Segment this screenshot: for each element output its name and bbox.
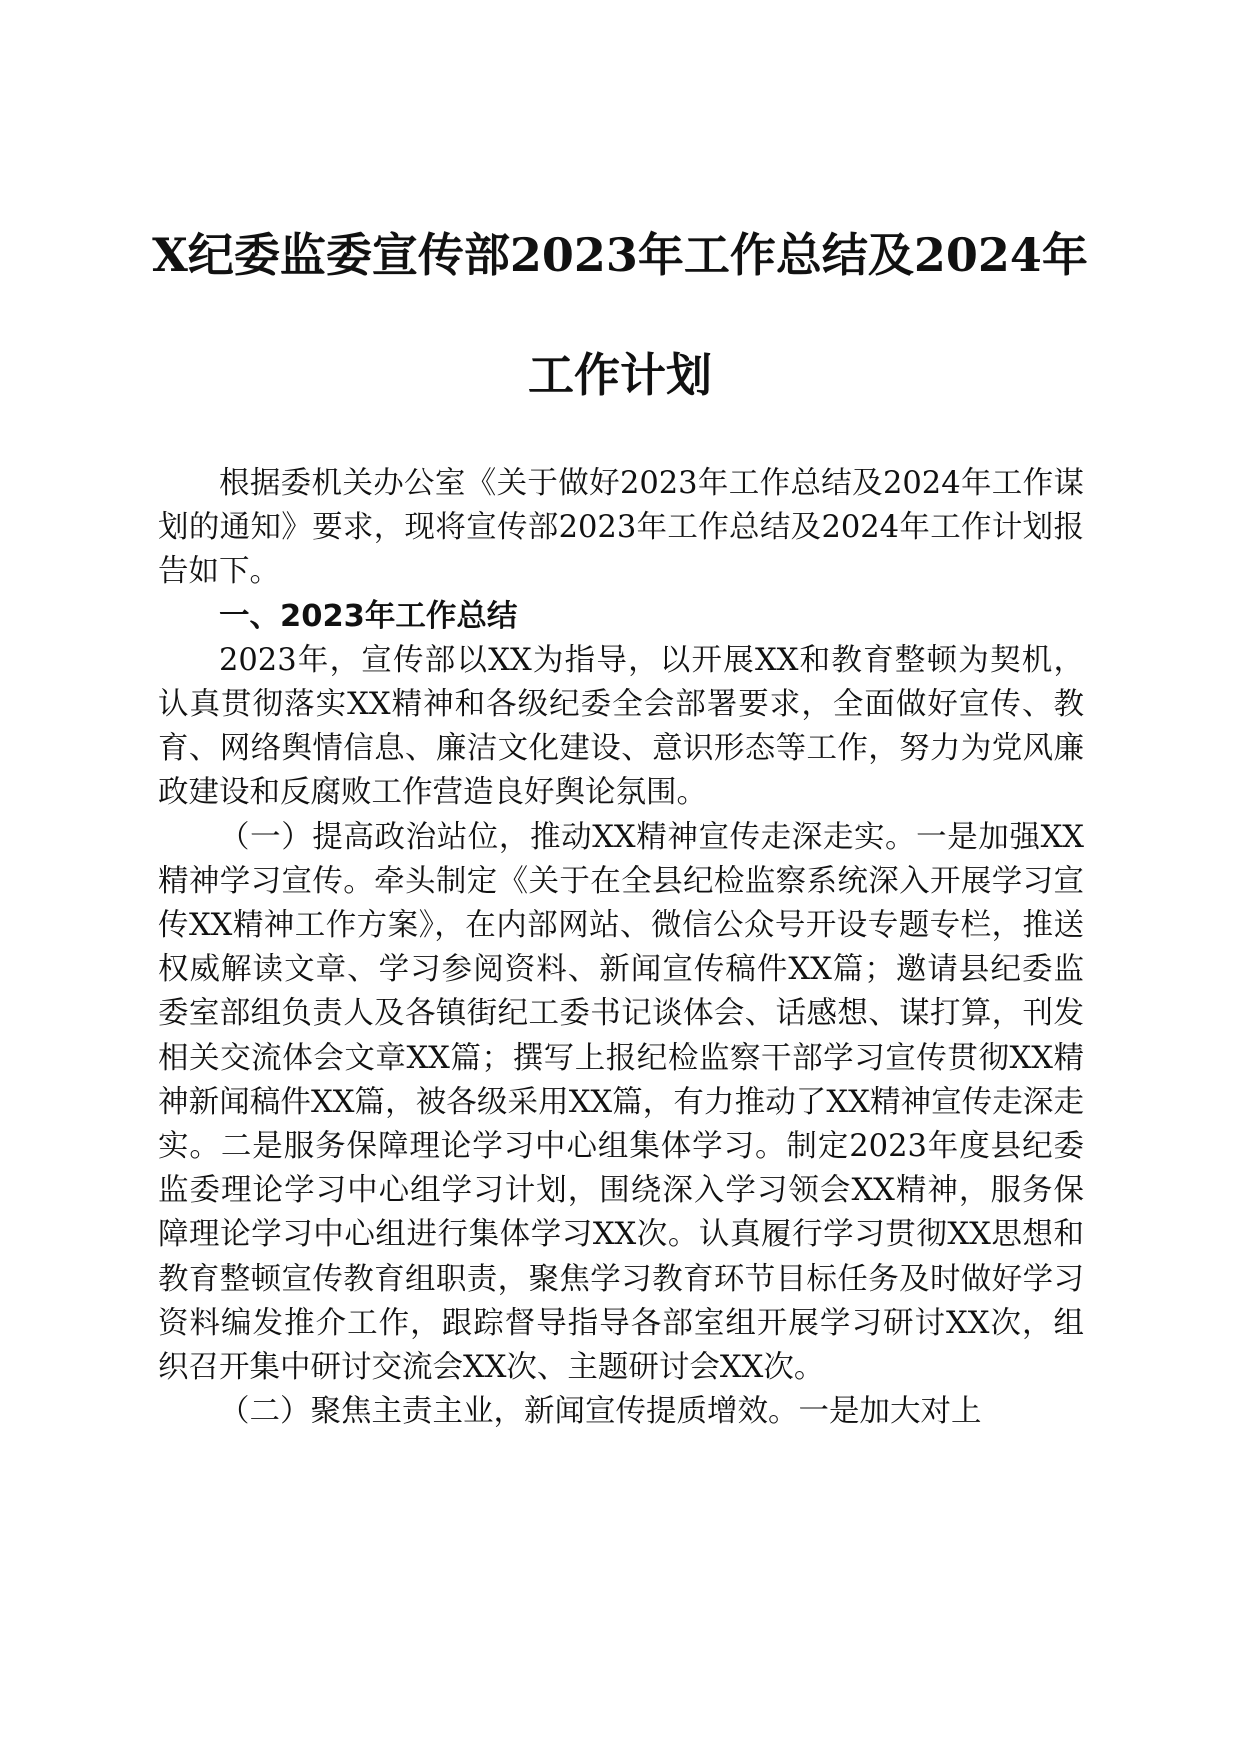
document-title-line-1: X纪委监委宣传部2023年工作总结及2024年	[152, 228, 1088, 282]
document-title-line-2: 工作计划	[528, 348, 712, 402]
intro-paragraph: 根据委机关办公室《关于做好2023年工作总结及2024年工作谋划的通知》要求，现将宣传部2023年工作总结及2024年工作计划报告如下。	[158, 466, 1084, 590]
subsection-1-paragraph: （一）提高政治站位，推动XX精神宣传走深走实。一是加强XX精神学习宣传。牵头制定《关于在全县纪检监察系统深入开展学习宣传XX精神工作方案》，在内部网站、微信公众号开设专题专栏，推送权威解读文章、学习参阅资料、新闻宣传稿件XX篇；邀请县纪委监委室部组负责人及各镇街纪工委书记谈体会、话感想、谋打算，刊发相关交流体会文章XX篇；撰写上报纪检监察干部学习宣传贯彻XX精神新闻稿件XX篇，被各级采用XX篇，有力推动了XX精神宣传走深走实。二是服务保障理论学习中心组集体学习。制定2023年度县纪委监委理论学习中心组学习计划，围绕深入学习领会XX精神，服务保障理论学习中心组进行集体学习XX次。认真履行学习贯彻XX思想和教育整顿宣传教育组职责，聚焦学习教育环节目标任务及时做好学习资料编发推介工作，跟踪督导指导各部室组开展学习研讨XX次，组织召开集中研讨交流会XX次、主题研讨会XX次。	[158, 819, 1084, 1386]
section-heading: 一、2023年工作总结	[219, 598, 518, 634]
document-body	[158, 462, 1084, 1434]
subsection-2-paragraph: （二）聚焦主责主业，新闻宣传提质增效。一是加大对上	[219, 1394, 982, 1430]
summary-paragraph: 2023年，宣传部以XX为指导，以开展XX和教育整顿为契机，认真贯彻落实XX精神和各级纪委全会部署要求，全面做好宣传、教育、网络舆情信息、廉洁文化建设、意识形态等工作，努力为党风廉政建设和反腐败工作营造良好舆论氛围。	[158, 642, 1084, 811]
